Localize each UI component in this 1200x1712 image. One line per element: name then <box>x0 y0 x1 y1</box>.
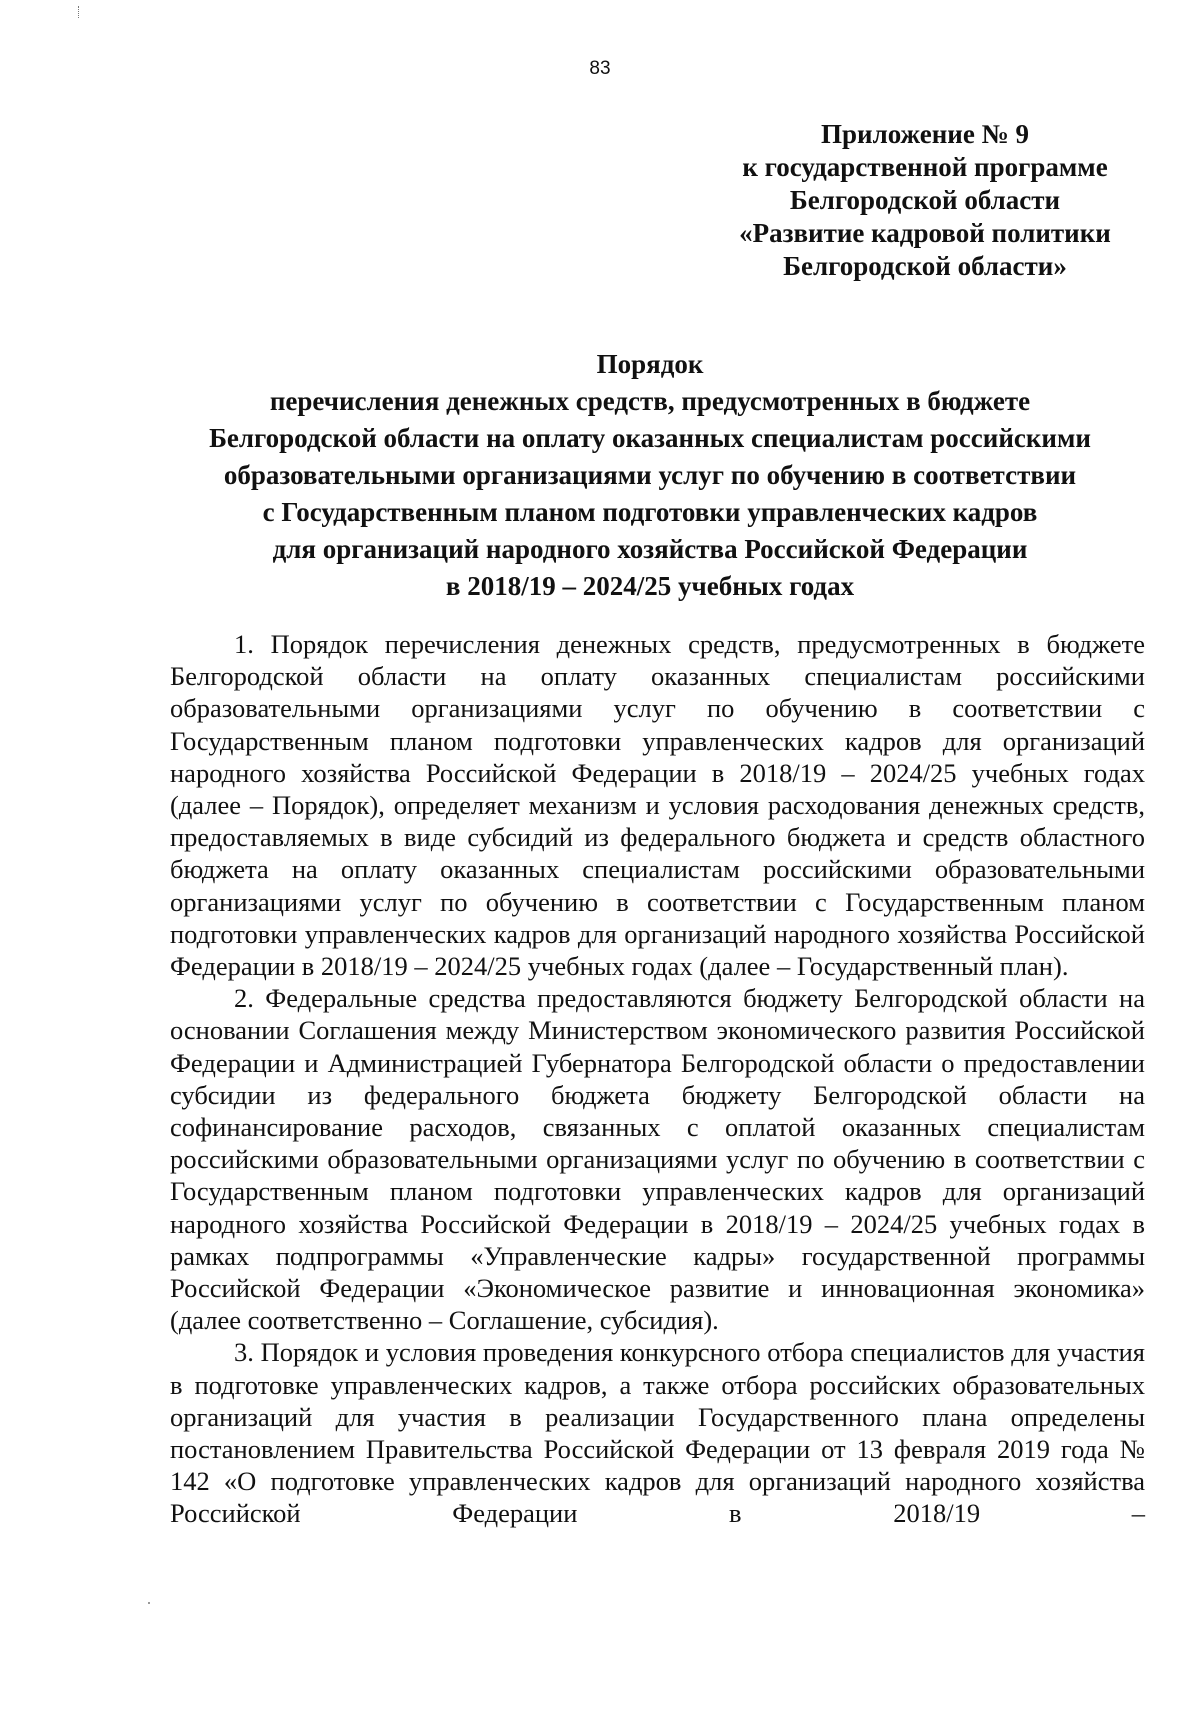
appendix-line: Белгородской области <box>789 185 1061 215</box>
document-body <box>170 628 1145 1530</box>
title-line: образовательными организациями услуг по обучению в соответствии <box>223 460 1077 490</box>
appendix-line: «Развитие кадровой политики <box>739 218 1111 248</box>
title-line: Порядок <box>596 349 704 379</box>
appendix-header <box>700 118 1150 283</box>
paragraph-1: 1. Порядок перечисления денежных средств, предусмотренных в бюджете Белгородской области на оплату оказанных специалистам российскими образовательными организациями услуг по обучению в соответствии с Государственным планом подготовки управленческих кадров для организаций народного хозяйства Российской Федерации в 2018/19 – 2024/25 учебных годах (далее – Порядок), определяет механизм и условия расходования денежных средств, предоставляемых в виде субсидий из федерального бюджета и средств областного бюджета на оплату оказанных специалистам российскими образовательными организациями услуг по обучению в соответствии с Государственным планом подготовки управленческих кадров для организаций народного хозяйства Российской Федерации в 2018/19 – 2024/25 учебных годах (далее – Государственный план). <box>170 629 1145 982</box>
title-line: с Государственным планом подготовки управленческих кадров <box>262 497 1038 527</box>
title-line: для организаций народного хозяйства Российской Федерации <box>272 534 1028 564</box>
scan-artifact <box>78 6 83 18</box>
paragraph-2: 2. Федеральные средства предоставляются бюджету Белгородской области на основании Соглашения между Министерством экономического развития Российской Федерации и Администрацией Губернатора Белгородской области о предоставлении субсидии из федерального бюджета бюджету Белгородской области на софинансирование расходов, связанных с оплатой оказанных специалистам российскими образовательными организациями услуг по обучению в соответствии с Государственным планом подготовки управленческих кадров для организаций народного хозяйства Российской Федерации в 2018/19 – 2024/25 учебных годах в рамках подпрограммы «Управленческие кадры» государственной программы Российской Федерации «Экономическое развитие и инновационная экономика» (далее соответственно – Соглашение, субсидия). <box>170 983 1145 1336</box>
appendix-line: Приложение № 9 <box>821 119 1029 149</box>
appendix-line: к государственной программе <box>742 152 1108 182</box>
title-line: перечисления денежных средств, предусмотренных в бюджете <box>269 386 1031 416</box>
appendix-line: Белгородской области» <box>783 251 1067 281</box>
title-line: Белгородской области на оплату оказанных специалистам российскими <box>209 423 1091 453</box>
title-line: в 2018/19 – 2024/25 учебных годах <box>445 571 855 601</box>
page-number: 83 <box>589 58 611 79</box>
paragraph-3: 3. Порядок и условия проведения конкурсного отбора специалистов для участия в подготовке управленческих кадров, а также отбора российских образовательных организаций для участия в реализации Государственного плана определены постановлением Правительства Российской Федерации от 13 февраля 2019 года № 142 «О подготовке управленческих кадров для организаций народного хозяйства Российской Федерации в 2018/19 – <box>170 1337 1145 1529</box>
document-title <box>150 346 1150 605</box>
scan-artifact <box>148 1602 150 1604</box>
